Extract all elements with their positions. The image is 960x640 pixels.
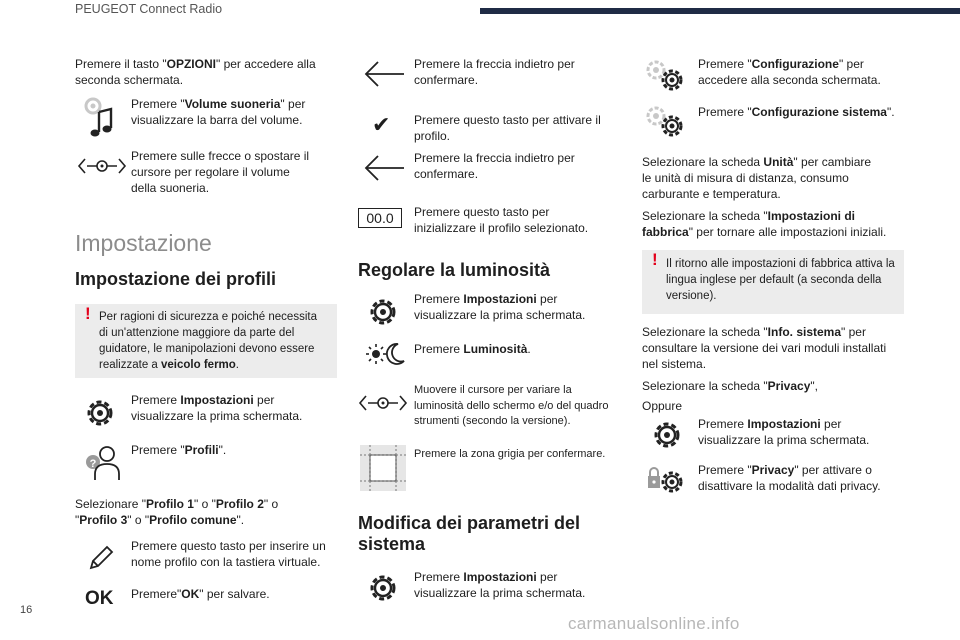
grey-zone-row	[358, 445, 620, 511]
privacy-lock-gear-icon	[644, 462, 688, 498]
settings-gear-icon-4	[650, 418, 684, 452]
settings-gear-icon-2	[366, 295, 400, 329]
config-gears-icon	[644, 58, 688, 94]
brightness-slider-text: Muovere il cursore per variare la luminosità dello schermo e/o del quadro strumenti (secondo la versione).	[414, 384, 609, 427]
back-text-1: Premere la freccia indietro per confermare.	[414, 57, 575, 87]
system-settings-row	[358, 569, 620, 609]
edit-name-row	[75, 538, 337, 586]
profiles-row	[75, 442, 337, 494]
brightness-heading: Regolare la luminosità	[358, 260, 551, 280]
config-system-text: Premere "Configurazione sistema".	[698, 105, 895, 119]
activate-row	[358, 112, 620, 148]
watermark: carmanualsonline.info	[568, 614, 740, 633]
factory-warning	[642, 250, 904, 314]
activate-text: Premere questo tasto per attivare il profilo.	[414, 113, 601, 143]
options-intro: Premere il tasto "OPZIONI" per accedere alla seconda schermata.	[75, 57, 316, 87]
system-heading: Modifica dei parametri del sistema	[358, 513, 581, 554]
header-title: PEUGEOT Connect Radio	[75, 2, 223, 16]
config-system-row	[642, 104, 904, 154]
profiles-heading: Impostazione dei profili	[75, 269, 277, 289]
brightness-row	[358, 341, 620, 383]
info-text: Selezionare la scheda "Info. sistema" per consultare la versione dei vari moduli installati nel sistema.	[642, 325, 887, 371]
warning-icon: !	[85, 304, 91, 323]
privacy-settings-text: Premere Impostazioni per visualizzare la prima schermata.	[698, 417, 870, 447]
svg-text:?: ?	[89, 458, 97, 470]
brightness-settings-row	[358, 291, 620, 341]
volume-row	[75, 96, 337, 154]
config-text: Premere "Configurazione" per accedere alla seconda schermata.	[698, 57, 881, 87]
profiles-text: Premere "Profili".	[131, 443, 227, 457]
units-text: Selezionare la scheda Unità" per cambiare le unità di misura di distanza, consumo carburante e temperatura.	[642, 155, 872, 201]
back-row-2	[358, 150, 620, 204]
brightness-settings-text: Premere Impostazioni per visualizzare la prima schermata.	[414, 292, 586, 322]
reset-label: 00.0	[358, 208, 402, 228]
warning-icon-2: !	[652, 250, 658, 269]
column-1	[75, 56, 337, 616]
music-gear-icon	[81, 96, 121, 140]
slider-arrows-icon	[77, 154, 127, 178]
or-text: Oppure	[642, 399, 683, 413]
factory-warning-text: Il ritorno alle impostazioni di fabbrica attiva la lingua inglese per default (a seconda della versione).	[666, 258, 895, 302]
edit-name-text: Premere questo tasto per inserire un nome profilo con la tastiera virtuale.	[131, 539, 326, 569]
slider-text: Premere sulle frecce o spostare il cursore per regolare il volume della suoneria.	[131, 149, 310, 195]
back-arrow-icon-2	[362, 154, 406, 182]
reset-text: Premere questo tasto per inizializzare il profilo selezionato.	[414, 205, 589, 235]
page-number: 16	[20, 604, 33, 616]
settings-gear-icon	[83, 396, 117, 430]
settings-gear-icon-3	[366, 571, 400, 605]
settings-text: Premere Impostazioni per visualizzare la prima schermata.	[131, 393, 303, 423]
column-2	[358, 56, 620, 609]
slider-arrows-icon-2	[358, 391, 408, 415]
pencil-icon	[87, 544, 115, 572]
settings-row	[75, 392, 337, 442]
brightness-text: Premere Luminosità.	[414, 342, 531, 356]
factory-text: Selezionare la scheda "Impostazioni di fabbrica" per tornare alle impostazioni iniziali.	[642, 209, 887, 239]
safety-warning-text: Per ragioni di sicurezza e poiché necessita di un'attenzione maggiore da parte del guidatore, le manipolazioni devono essere realizzate a veicolo fermo.	[99, 311, 317, 371]
privacy-row	[642, 462, 904, 502]
volume-text: Premere "Volume suoneria" per visualizzare la barra del volume.	[131, 97, 306, 127]
brightness-icon	[364, 341, 408, 367]
ok-text: Premere"OK" per salvare.	[131, 587, 270, 601]
section-title: Impostazione	[75, 230, 212, 256]
safety-warning	[75, 304, 337, 378]
column-3	[642, 56, 904, 502]
grey-zone-text: Premere la zona grigia per confermare.	[414, 448, 606, 460]
system-settings-text: Premere Impostazioni per visualizzare la prima schermata.	[414, 570, 586, 600]
ok-row	[75, 586, 337, 616]
grey-zone-icon	[360, 445, 406, 491]
config-row	[642, 56, 904, 104]
header-bar	[480, 8, 960, 14]
ok-label: OK	[85, 588, 114, 609]
ringtone-slider-row	[75, 149, 337, 228]
profile-icon	[83, 442, 123, 482]
privacy-settings-row	[642, 416, 904, 462]
back-text-2: Premere la freccia indietro per confermare.	[414, 151, 575, 181]
select-profile-text: Selezionare "Profilo 1" o "Profilo 2" o "Profilo 3" o "Profilo comune".	[75, 497, 279, 527]
privacy-tab-text: Selezionare la scheda "Privacy",	[642, 379, 818, 393]
back-row-1	[358, 56, 620, 112]
brightness-slider-row	[358, 383, 620, 445]
privacy-text: Premere "Privacy" per attivare o disattivare la modalità dati privacy.	[698, 463, 881, 493]
check-icon: ✔	[372, 112, 391, 137]
config-system-gears-icon	[644, 104, 688, 140]
reset-row	[358, 204, 620, 258]
back-arrow-icon	[362, 60, 406, 88]
